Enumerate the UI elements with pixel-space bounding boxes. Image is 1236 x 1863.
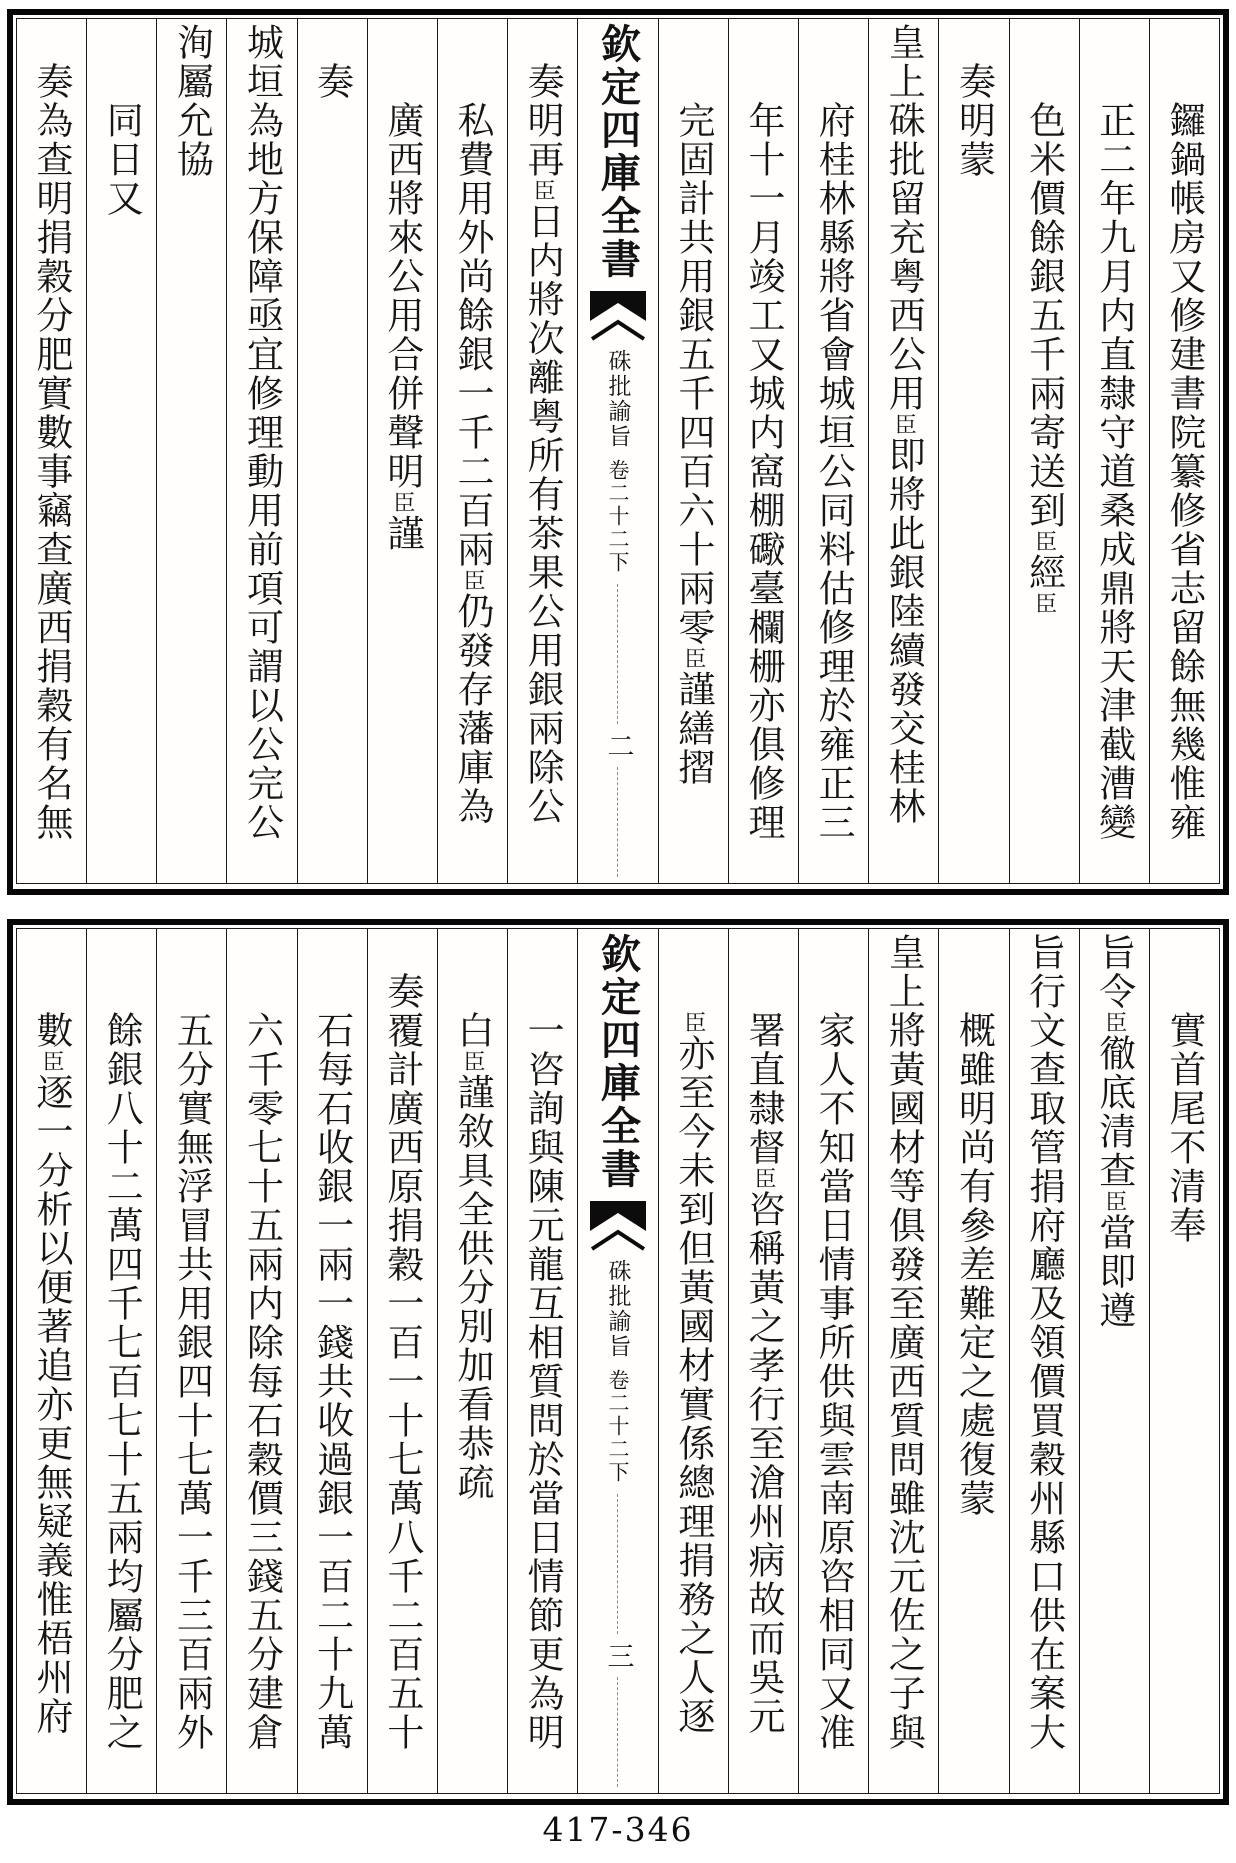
text-column	[156, 929, 226, 1793]
column-text: 鑼鍋帳房又修建書院纂修省志留餘無幾惟雍	[1162, 101, 1206, 842]
text-column	[1009, 929, 1079, 1793]
folio-columns-bottom	[16, 928, 1220, 1794]
column-text: 奏為查明捐穀分肥實數事竊查廣西捐穀有名無	[30, 62, 74, 842]
text-column	[437, 929, 507, 1793]
banxin-column	[577, 929, 658, 1793]
text-column	[86, 929, 156, 1793]
column-text: 洵屬允協	[170, 23, 214, 179]
text-column	[17, 929, 86, 1793]
column-text: 奏覆計廣西原捐穀一百一十七萬八千二百五十	[380, 972, 424, 1752]
column-text: 年十一月竣工又城内窩棚礮臺欄栅亦俱修理	[741, 101, 785, 842]
fishtail-icon	[590, 1201, 646, 1253]
banxin-juan-label: 卷二十二下	[605, 1369, 630, 1484]
column-text: 府桂林縣將省會城垣公同料估修理於雍正三	[812, 101, 856, 842]
small-humble-char: 臣	[891, 413, 917, 436]
small-humble-char: 臣	[680, 647, 706, 670]
text-column	[868, 929, 938, 1793]
column-text: 奏	[310, 62, 354, 101]
text-column	[1079, 929, 1149, 1793]
folio-block-top	[7, 9, 1229, 895]
column-text: 白臣謹敘具全供分別加看恭疏	[450, 1011, 494, 1502]
column-text: 皇上將黃國材等俱發至廣西質問雖沈元佐之子與	[882, 933, 926, 1752]
column-text: 署直隸督臣咨稱黃之孝行至滄州病故而吳元	[741, 1011, 785, 1736]
column-text: 旨行文查取管捐府廳及領價買穀州縣口供在案大	[1022, 933, 1066, 1752]
banxin-column	[577, 19, 658, 883]
column-text: 餘銀八十二萬四千七百七十五兩均屬分肥之	[100, 1011, 144, 1752]
column-text: 奏明再臣日内將次離粤所有茶果公用銀兩除公	[521, 62, 565, 826]
column-text: 皇上硃批留充粤西公用臣即將此銀陸續發交桂林	[882, 23, 926, 826]
text-column	[1009, 19, 1079, 883]
text-column	[728, 19, 798, 883]
column-text: 六千零七十五兩内除每石穀價三錢五分建倉	[240, 1011, 284, 1752]
banxin-book-title: 硃批諭旨	[604, 349, 631, 449]
text-column	[367, 19, 437, 883]
column-text: 奏明蒙	[952, 62, 996, 179]
text-column	[17, 19, 86, 883]
text-column	[226, 19, 296, 883]
column-text: 實首尾不清奉	[1162, 1011, 1206, 1245]
text-column	[728, 929, 798, 1793]
text-column	[507, 929, 577, 1793]
folio-block-bottom	[7, 919, 1229, 1805]
column-text: 色米價餘銀五千兩寄送到臣經臣	[1022, 101, 1066, 615]
fold-line-tail	[617, 767, 618, 877]
column-text: 同日又	[100, 101, 144, 218]
small-humble-char: 臣	[1031, 530, 1057, 553]
text-column	[798, 19, 868, 883]
small-humble-char: 臣	[530, 179, 556, 202]
small-humble-char: 臣	[389, 491, 415, 514]
banxin-page-number: 三	[602, 1642, 634, 1669]
text-column	[1149, 929, 1219, 1793]
text-column	[437, 19, 507, 883]
column-text: 數臣逐一分析以便著追亦更無疑義惟梧州府	[30, 1011, 74, 1736]
small-humble-char: 臣	[680, 1011, 706, 1034]
text-column	[507, 19, 577, 883]
banxin-page-number: 二	[602, 732, 634, 759]
folio-columns-top	[16, 18, 1220, 884]
page-footer	[7, 1805, 1229, 1853]
small-humble-char: 臣	[1101, 1190, 1127, 1213]
column-text: 五分實無浮冒共用銀四十七萬一千三百兩外	[170, 1011, 214, 1752]
small-humble-char: 臣	[39, 1050, 65, 1073]
text-column	[938, 929, 1008, 1793]
text-column	[86, 19, 156, 883]
text-column	[1079, 19, 1149, 883]
banxin-juan-label: 卷二十二下	[605, 459, 630, 574]
text-column	[868, 19, 938, 883]
small-humble-char: 臣	[1101, 1011, 1127, 1034]
text-column	[297, 929, 367, 1793]
column-text: 旨令臣徹底清查臣當即遵	[1092, 933, 1136, 1330]
column-text: 廣西將來公用合併聲明臣謹	[380, 101, 424, 553]
small-humble-char: 臣	[750, 1167, 776, 1190]
text-column	[367, 929, 437, 1793]
folio-gap	[7, 895, 1229, 919]
small-humble-char: 臣	[459, 569, 485, 592]
text-column	[226, 929, 296, 1793]
banxin-title: 欽定四庫全書	[594, 933, 642, 1191]
column-text: 完固計共用銀五千四百六十兩零臣謹繕摺	[671, 101, 715, 787]
text-column	[156, 19, 226, 883]
text-column	[1149, 19, 1219, 883]
column-text: 石每石收銀一兩一錢共收過銀一百二十九萬	[310, 1011, 354, 1752]
banxin-title: 欽定四庫全書	[594, 23, 642, 281]
banxin-book-title: 硃批諭旨	[604, 1259, 631, 1359]
plate-number: 417-346	[542, 1809, 694, 1849]
column-text: 私費用外尚餘銀一千二百兩臣仍發存藩庫為	[450, 101, 494, 826]
column-text: 家人不知當日情事所供與雲南原咨相同又准	[812, 1011, 856, 1752]
text-column	[658, 19, 728, 883]
fold-line	[617, 584, 618, 724]
fold-line-tail	[617, 1677, 618, 1787]
text-column	[658, 929, 728, 1793]
text-column	[798, 929, 868, 1793]
column-text: 正二年九月内直隸守道桑成鼎將天津截漕變	[1092, 101, 1136, 842]
fold-line	[617, 1494, 618, 1634]
small-humble-char: 臣	[1031, 592, 1057, 615]
column-text: 城垣為地方保障亟宜修理動用前項可謂以公完公	[240, 23, 284, 842]
text-column	[297, 19, 367, 883]
column-text: 臣亦至今未到但黃國材實係總理捐務之人逐	[671, 1011, 715, 1736]
column-text: 概雖明尚有參差難定之處復蒙	[952, 1011, 996, 1518]
text-column	[938, 19, 1008, 883]
column-text: 一咨詢與陳元龍互相質問於當日情節更為明	[521, 1011, 565, 1752]
small-humble-char: 臣	[459, 1050, 485, 1073]
fishtail-icon	[590, 291, 646, 343]
